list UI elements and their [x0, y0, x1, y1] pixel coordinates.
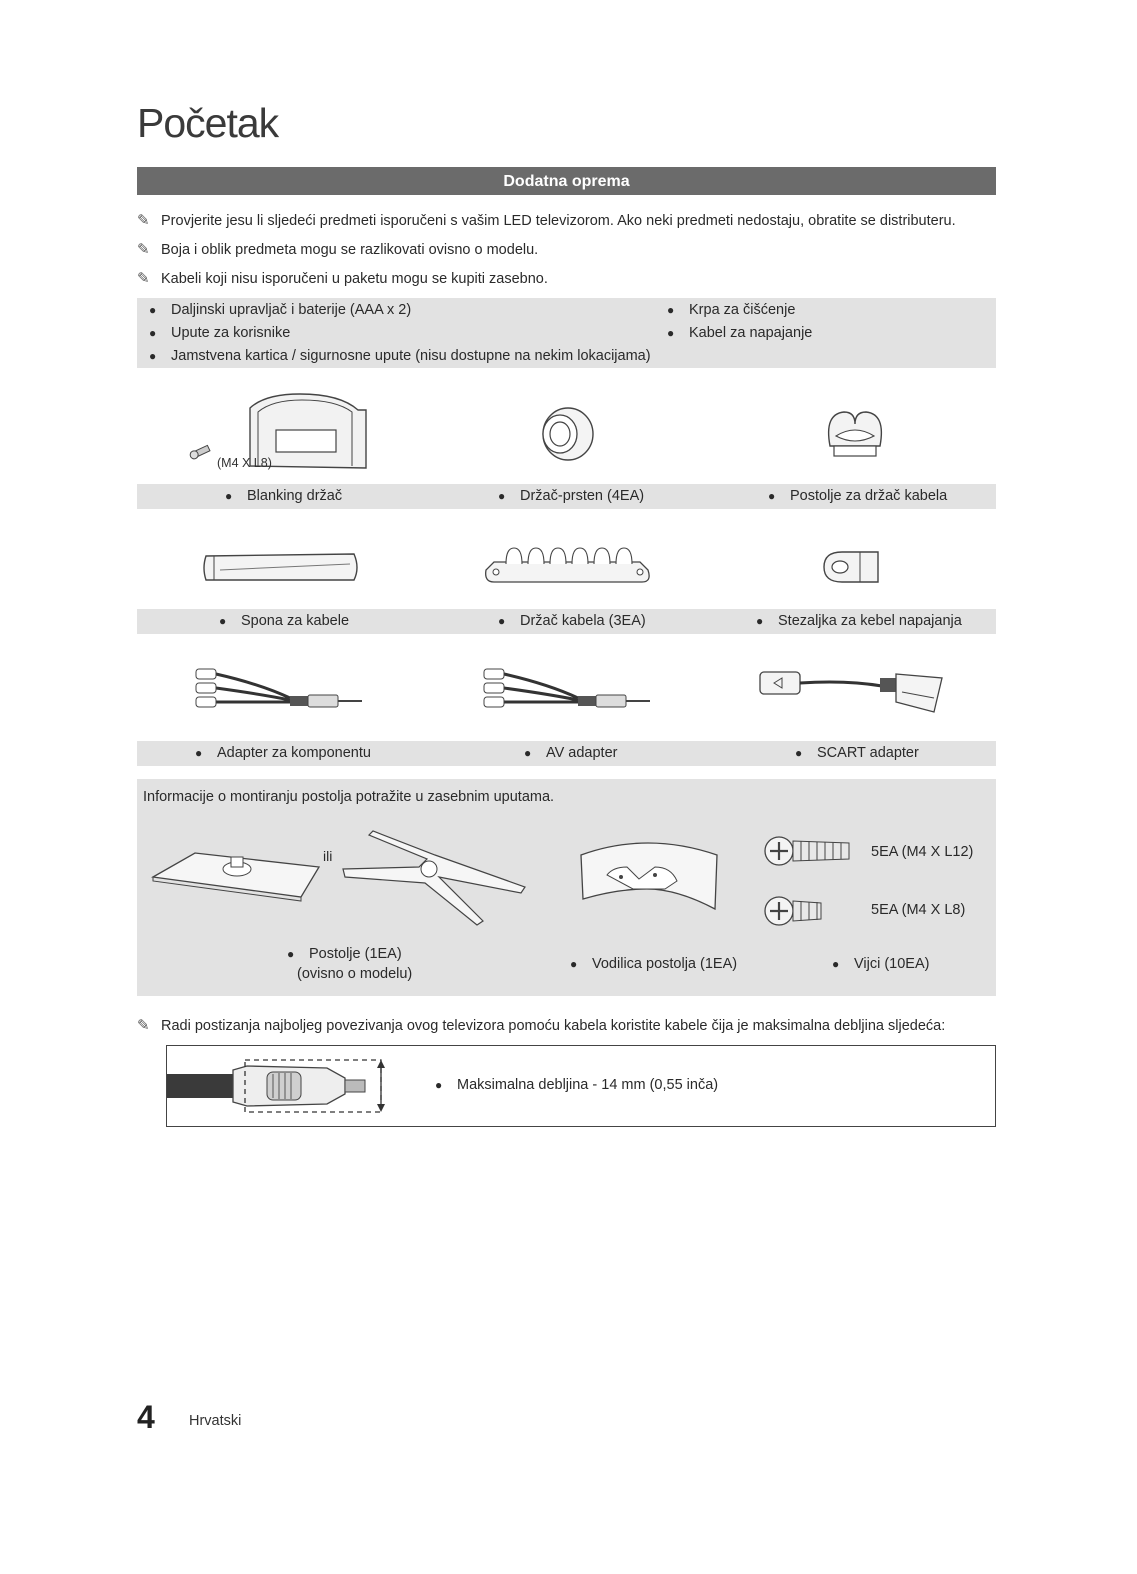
screw-b-label: 5EA (M4 X L8) [871, 902, 966, 918]
bullet-icon: ● [219, 614, 227, 628]
stand-guide-illustration [577, 833, 721, 913]
pencil-note-icon: ✎ [137, 270, 150, 287]
bullet-icon: ● [524, 746, 532, 760]
bullet-icon: ● [225, 489, 233, 503]
power-cable-clamp-illustration [820, 548, 886, 588]
list-item: ● Postolje za držač kabela [768, 488, 948, 504]
bullet-icon: ● [498, 489, 506, 503]
component-adapter-illustration [190, 664, 368, 716]
bullet-icon: ● [149, 349, 157, 363]
list-item: ● Spona za kabele [219, 613, 350, 629]
stand-label-sub: (ovisno o modelu) [297, 966, 413, 982]
page-title: Početak [137, 100, 279, 146]
list-item: ● Držač kabela (3EA) [498, 613, 646, 629]
list-item: ● Vodilica postolja (1EA) [570, 956, 738, 972]
list-item: ● SCART adapter [795, 745, 919, 761]
language-label: Hrvatski [189, 1413, 242, 1429]
cable-holder-stand-illustration [822, 406, 888, 462]
section-title: Dodatna oprema [137, 167, 996, 195]
screws-illustration [763, 827, 859, 937]
bullet-icon: ● [768, 489, 776, 503]
list-item: ● Maksimalna debljina - 14 mm (0,55 inča) [435, 1077, 719, 1093]
cable-plug-illustration [167, 1056, 397, 1116]
list-item: ● Postolje (1EA) [287, 946, 402, 962]
list-item: ● Krpa za čišćenje [667, 302, 796, 318]
screw-size-label: (M4 X L8) [217, 456, 272, 470]
stand-box [137, 779, 996, 996]
bullet-icon: ● [795, 746, 803, 760]
list-item: ● Vijci (10EA) [832, 956, 930, 972]
bullet-icon: ● [756, 614, 764, 628]
bullet-icon: ● [832, 957, 840, 971]
list-item: ● AV adapter [524, 745, 618, 761]
bullet-icon: ● [570, 957, 578, 971]
or-label: ili [323, 848, 333, 864]
list-item: ● Daljinski upravljač i baterije (AAA x 2) [149, 302, 412, 318]
list-item: ● Stezaljka za kebel napajanja [756, 613, 962, 629]
list-item: ● Upute za korisnike [149, 325, 291, 341]
list-item: ● Jamstvena kartica / sigurnosne upute (nisu dostupne na nekim lokacijama) [149, 348, 651, 364]
scart-adapter-illustration [756, 662, 952, 722]
note-1: ✎ Provjerite jesu li sljedeći predmeti isporučeni s vašim LED televizorom. Ako neki predmeti nedostaju, obratite se distributeru. [137, 212, 956, 229]
cable-note: ✎ Radi postizanja najboljeg povezivanja ovog televizora pomoću kabela koristite kabele čija je maksimalna debljina sljedeća: [137, 1017, 946, 1034]
bullet-icon: ● [435, 1078, 443, 1092]
holder-ring-illustration [538, 404, 598, 464]
bullet-icon: ● [498, 614, 506, 628]
cable-holder-illustration [480, 542, 656, 588]
bullet-icon: ● [149, 303, 157, 317]
bullet-icon: ● [195, 746, 203, 760]
list-item: ● Kabel za napajanje [667, 325, 813, 341]
bullet-icon: ● [667, 303, 675, 317]
cable-spec-box [166, 1045, 996, 1127]
av-adapter-illustration [478, 664, 656, 716]
stand-legs-illustration [339, 831, 529, 927]
note-2: ✎ Boja i oblik predmeta mogu se razlikovati ovisno o modelu. [137, 241, 539, 258]
page-number: 4 [137, 1399, 155, 1435]
pencil-note-icon: ✎ [137, 212, 150, 229]
list-item: ● Blanking držač [225, 488, 343, 504]
pencil-note-icon: ✎ [137, 1017, 150, 1034]
cable-tie-illustration [200, 550, 364, 586]
items-row3-labels [137, 741, 996, 766]
list-item: ● Adapter za komponentu [195, 745, 371, 761]
bullet-icon: ● [149, 326, 157, 340]
items-row2-labels [137, 609, 996, 634]
stand-base-illustration [151, 847, 321, 907]
bullet-icon: ● [667, 326, 675, 340]
stand-info-text: Informacije o montiranju postolja potražite u zasebnim uputama. [143, 789, 555, 805]
items-row1-labels [137, 484, 996, 509]
bullet-icon: ● [287, 947, 295, 961]
pencil-note-icon: ✎ [137, 241, 150, 258]
note-3: ✎ Kabeli koji nisu isporučeni u paketu mogu se kupiti zasebno. [137, 270, 548, 287]
included-items-box [137, 298, 996, 368]
list-item: ● Držač-prsten (4EA) [498, 488, 645, 504]
screw-a-label: 5EA (M4 X L12) [871, 844, 974, 860]
